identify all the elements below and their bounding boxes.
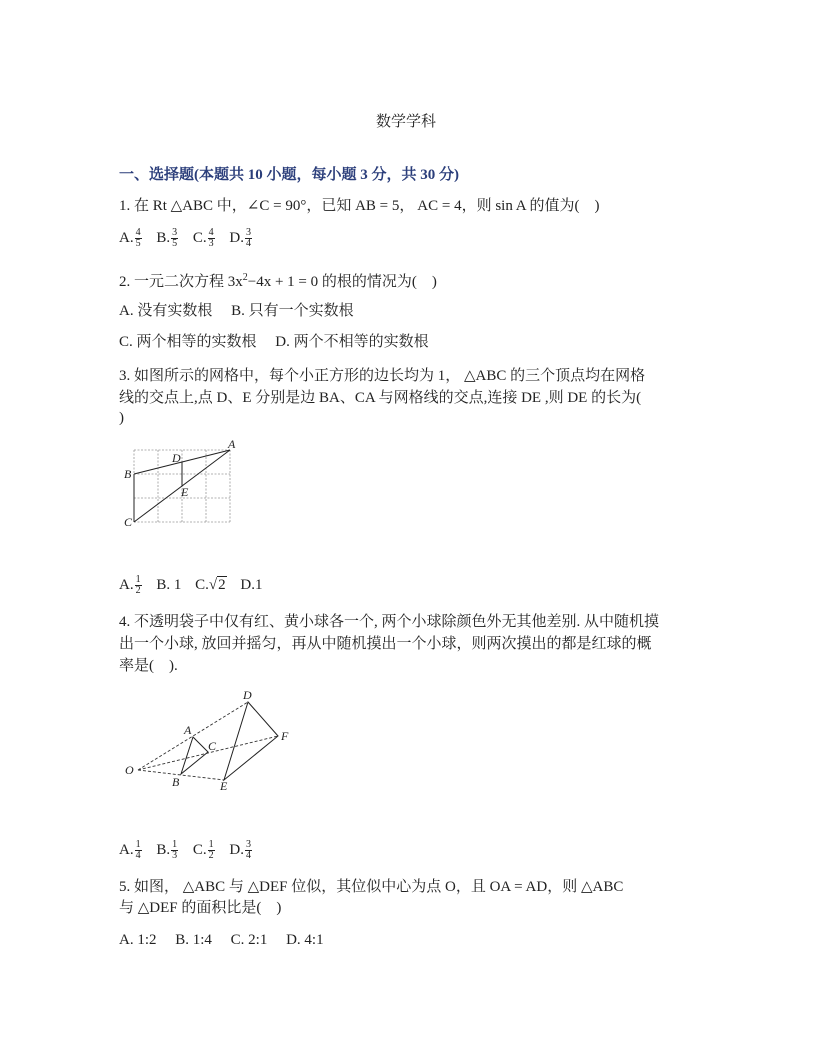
numerator: 4 xyxy=(208,227,214,239)
fraction xyxy=(135,575,142,596)
q1-option-d-letter: D. xyxy=(229,230,244,246)
q4-option-a xyxy=(119,839,143,862)
fraction xyxy=(135,228,142,249)
label-e: E xyxy=(181,485,189,499)
numerator: 1 xyxy=(135,574,141,586)
q1-option-a xyxy=(119,227,143,250)
numerator: 1 xyxy=(172,839,178,851)
q4-stem-line3: 率是( ). xyxy=(119,658,178,674)
q3-stem-line3: ) xyxy=(119,410,124,426)
numerator: 1 xyxy=(208,839,214,851)
label-b: B xyxy=(172,775,180,789)
fraction xyxy=(171,840,178,861)
numerator: 4 xyxy=(135,227,141,239)
q1-option-c xyxy=(192,227,216,250)
q1-stem: 1. 在 Rt △ABC 中，∠C = 90°，已知 AB = 5， AC = 4，则 sin A 的值为( ) xyxy=(119,198,600,214)
label-a: A xyxy=(228,437,236,451)
q5-stem-line1: 5. 如图， △ABC 与 △DEF 位似，其位似中心为点 O，且 OA = AD，则 △ABC xyxy=(119,879,624,895)
q1-option-b xyxy=(156,227,179,250)
numerator: 1 xyxy=(135,839,141,851)
numerator: 3 xyxy=(172,227,178,239)
label-a: A xyxy=(184,723,192,737)
q3-options xyxy=(119,575,272,596)
q4-option-b xyxy=(156,839,179,862)
q3-option-a xyxy=(119,574,143,597)
section-heading: 一、选择题(本题共 10 小题，每小题 3 分，共 30 分) xyxy=(119,167,459,183)
q3-option-c-letter: C. xyxy=(195,577,209,593)
denominator: 4 xyxy=(245,238,251,250)
q4-option-a-letter: A. xyxy=(119,842,134,858)
label-c: C xyxy=(208,739,217,753)
q2-options-line1: A. 没有实数根 B. 只有一个实数根 xyxy=(119,303,354,319)
q4-option-b-letter: B. xyxy=(156,842,171,858)
numerator: 3 xyxy=(245,839,251,851)
numerator: 3 xyxy=(245,227,251,239)
fraction xyxy=(245,228,252,249)
q1-options xyxy=(119,228,263,249)
q1-option-b-letter: B. xyxy=(156,230,171,246)
q5-options: A. 1:2 B. 1:4 C. 2:1 D. 4:1 xyxy=(119,932,324,948)
q4-options xyxy=(119,840,263,861)
denominator: 3 xyxy=(172,850,178,862)
fraction xyxy=(135,840,142,861)
denominator: 4 xyxy=(245,850,251,862)
denominator: 5 xyxy=(172,238,178,250)
q4-stem-line2: 出一个小球, 放回并摇匀，再从中随机摸出一个小球，则两次摸出的都是红球的概 xyxy=(119,636,652,652)
fraction xyxy=(208,228,215,249)
q3-stem-line1: 3. 如图所示的网格中，每个小正方形的边长均为 1， △ABC 的三个顶点均在网格 xyxy=(119,368,646,384)
q1-option-c-letter: C. xyxy=(192,230,207,246)
denominator: 2 xyxy=(135,585,141,597)
q2-stem xyxy=(119,268,437,292)
fraction xyxy=(208,840,215,861)
q3-option-a-letter: A. xyxy=(119,577,134,593)
denominator: 5 xyxy=(135,238,141,250)
q3-stem-line2: 线的交点上,点 D、E 分别是边 BA、CA 与网格线的交点,连接 DE ,则 DE 的长为( xyxy=(119,390,642,406)
q4-homothety-figure xyxy=(118,684,308,794)
q2-stem-post: −4x + 1 = 0 的根的情况为( ) xyxy=(247,274,437,290)
q5-stem-line2: 与 △DEF 的面积比是( ) xyxy=(119,900,282,916)
label-d: D xyxy=(243,688,252,702)
q2-options-line2: C. 两个相等的实数根 D. 两个不相等的实数根 xyxy=(119,334,429,350)
page-title: 数学学科 xyxy=(376,114,437,130)
q3-option-c xyxy=(195,577,227,593)
label-f: F xyxy=(281,729,289,743)
q3-option-b: B. 1 xyxy=(156,577,182,593)
denominator: 2 xyxy=(208,850,214,862)
q1-option-a-letter: A. xyxy=(119,230,134,246)
square-root: √2 xyxy=(208,577,226,593)
denominator: 4 xyxy=(135,850,141,862)
q4-stem-line1: 4. 不透明袋子中仅有红、黄小球各一个, 两个小球除颜色外无其他差别. 从中随机摸 xyxy=(119,614,660,630)
label-o: O xyxy=(125,763,134,777)
fraction xyxy=(171,228,178,249)
q3-grid-figure xyxy=(118,436,248,532)
denominator: 3 xyxy=(208,238,214,250)
label-d: D xyxy=(172,451,181,465)
q4-option-d xyxy=(229,839,253,862)
q2-exponent: 2 xyxy=(242,272,248,283)
label-e: E xyxy=(220,779,228,793)
q4-option-d-letter: D. xyxy=(229,842,244,858)
q4-option-c xyxy=(192,839,216,862)
q4-option-c-letter: C. xyxy=(192,842,207,858)
label-c: C xyxy=(124,515,133,529)
fraction xyxy=(245,840,252,861)
q3-option-d: D.1 xyxy=(240,577,263,593)
radicand: 2 xyxy=(218,577,226,593)
label-b: B xyxy=(124,467,132,481)
q2-stem-pre: 2. 一元二次方程 3x xyxy=(119,274,243,290)
q1-option-d xyxy=(229,227,253,250)
